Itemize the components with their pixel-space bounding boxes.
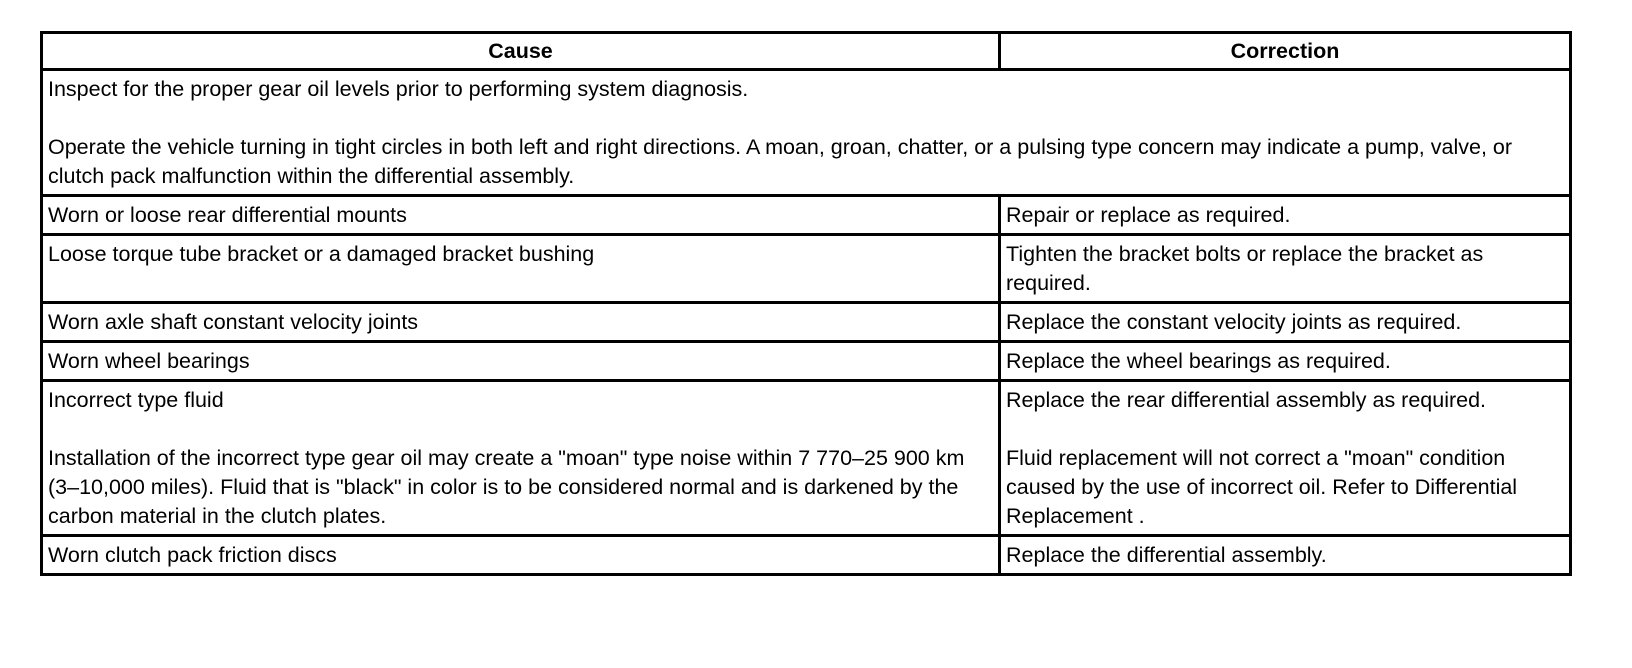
cause-cell — [42, 342, 1000, 381]
intro-row — [42, 70, 1571, 196]
header-row — [42, 33, 1571, 70]
cause-text: Incorrect type fluid — [48, 388, 224, 412]
header-cause: Cause — [42, 33, 1000, 70]
header-correction: Correction — [1000, 33, 1571, 70]
correction-cell — [1000, 196, 1571, 235]
correction-detail: Fluid replacement will not correct a "moan" condition caused by the use of incorrect oil. Refer to Differential Replacement . — [1006, 446, 1518, 528]
table-row — [42, 381, 1571, 536]
correction-text: Repair or replace as required. — [1006, 203, 1291, 227]
correction-cell — [1000, 381, 1571, 536]
cause-cell — [42, 235, 1000, 303]
diagnostic-table — [40, 31, 1572, 576]
cause-text: Worn wheel bearings — [48, 349, 250, 373]
intro-cell — [42, 70, 1571, 196]
intro-paragraph: Operate the vehicle turning in tight circles in both left and right directions. A moan, groan, chatter, or a pulsing type concern may indicate a pump, valve, or clutch pack malfunction within the differential assembly. — [48, 135, 1513, 188]
cause-cell — [42, 381, 1000, 536]
cause-detail: Installation of the incorrect type gear oil may create a "moan" type noise within 7 770–25 900 km (3–10,000 miles). Fluid that is "black" in color is to be considered normal and is darkened by the carbon material in the clutch plates. — [48, 446, 965, 528]
correction-text: Replace the wheel bearings as required. — [1006, 349, 1391, 373]
correction-text: Tighten the bracket bolts or replace the bracket as required. — [1006, 242, 1484, 295]
cause-cell — [42, 196, 1000, 235]
intro-paragraph: Inspect for the proper gear oil levels prior to performing system diagnosis. — [48, 77, 749, 101]
table-row — [42, 342, 1571, 381]
correction-text: Replace the constant velocity joints as required. — [1006, 310, 1462, 334]
cause-text: Worn axle shaft constant velocity joints — [48, 310, 419, 334]
cause-text: Worn clutch pack friction discs — [48, 543, 337, 567]
diagnostic-table-container — [40, 31, 1569, 576]
correction-text: Replace the rear differential assembly as required. — [1006, 388, 1487, 412]
correction-cell — [1000, 235, 1571, 303]
correction-text: Replace the differential assembly. — [1006, 543, 1327, 567]
table-row — [42, 196, 1571, 235]
table-row — [42, 303, 1571, 342]
correction-cell — [1000, 342, 1571, 381]
cause-text: Worn or loose rear differential mounts — [48, 203, 407, 227]
cause-cell — [42, 303, 1000, 342]
cause-cell — [42, 536, 1000, 575]
cause-text: Loose torque tube bracket or a damaged bracket bushing — [48, 242, 595, 266]
correction-cell — [1000, 536, 1571, 575]
table-row — [42, 536, 1571, 575]
correction-cell — [1000, 303, 1571, 342]
table-row — [42, 235, 1571, 303]
